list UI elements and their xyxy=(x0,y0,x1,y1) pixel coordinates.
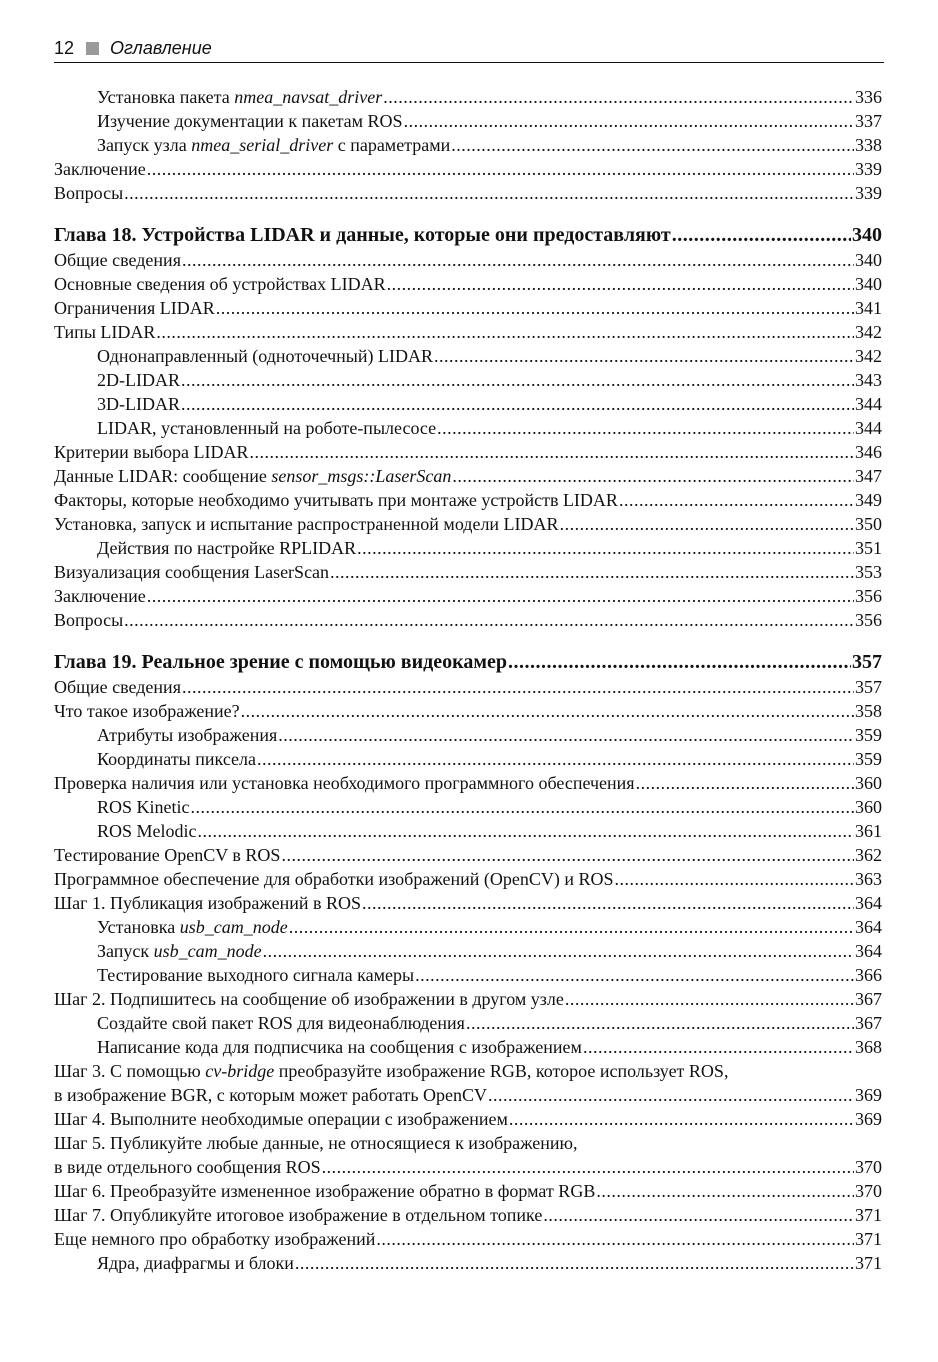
toc-entry[interactable]: Заключение ..... 339 xyxy=(54,157,882,181)
page-ref: 351 xyxy=(855,538,882,558)
page-ref: 350 xyxy=(855,514,882,534)
page-ref: 336 xyxy=(855,87,882,107)
toc-entry[interactable]: Создайте свой пакет ROS для видеонаблюдения ..... 367 xyxy=(54,1011,882,1035)
dot-leader xyxy=(278,723,854,747)
toc-entry[interactable]: Что такое изображение? ..... 358 xyxy=(54,699,882,723)
dot-leader xyxy=(565,987,854,1011)
page-ref: 349 xyxy=(855,490,882,510)
page-ref: 359 xyxy=(855,725,882,745)
toc-entry[interactable]: Вопросы ..... 339 xyxy=(54,181,882,205)
toc-entry[interactable]: Ограничения LIDAR ..... 341 xyxy=(54,296,882,320)
page-ref: 360 xyxy=(855,797,882,817)
page-ref: 360 xyxy=(855,773,882,793)
toc-entry[interactable]: Факторы, которые необходимо учитывать при монтаже устройств LIDAR ..... 349 xyxy=(54,488,882,512)
page-ref: 338 xyxy=(855,135,882,155)
page-ref: 367 xyxy=(855,1013,882,1033)
dot-leader xyxy=(415,963,854,987)
page-ref: 364 xyxy=(855,893,882,913)
page-ref: 366 xyxy=(855,965,882,985)
dot-leader xyxy=(387,272,854,296)
dot-leader xyxy=(147,157,854,181)
dot-leader xyxy=(295,1251,854,1275)
dot-leader xyxy=(181,368,854,392)
dot-leader xyxy=(191,795,855,819)
dot-leader xyxy=(383,85,854,109)
page-ref: 344 xyxy=(855,394,882,414)
toc-entry-line1[interactable]: Шаг 3. С помощью cv-bridge преобразуйте изображение RGB, которое использует ROS, xyxy=(54,1061,729,1081)
dot-leader xyxy=(250,440,855,464)
dot-leader xyxy=(376,1227,854,1251)
page-ref: 357 xyxy=(855,677,882,697)
toc-entry-line1[interactable]: Шаг 5. Публикуйте любые данные, не относящиеся к изображению, xyxy=(54,1133,578,1153)
page-ref: 343 xyxy=(855,370,882,390)
toc-entry[interactable]: Общие сведения ..... 357 xyxy=(54,675,882,699)
page-ref: 339 xyxy=(855,159,882,179)
page-ref: 369 xyxy=(855,1085,882,1105)
dot-leader xyxy=(241,699,854,723)
toc-entry[interactable]: Проверка наличия или установка необходимого программного обеспечения ..... 360 xyxy=(54,771,882,795)
dot-leader xyxy=(466,1011,854,1035)
dot-leader xyxy=(198,819,854,843)
page-ref: 347 xyxy=(855,466,882,486)
page-ref: 368 xyxy=(855,1037,882,1057)
dot-leader xyxy=(124,608,854,632)
dot-leader xyxy=(508,650,851,675)
dot-leader xyxy=(672,223,851,248)
page-ref: 337 xyxy=(855,111,882,131)
page-ref: 361 xyxy=(855,821,882,841)
toc-entry[interactable]: Координаты пиксела ..... 359 xyxy=(54,747,882,771)
toc-entry[interactable]: Установка, запуск и испытание распространенной модели LIDAR ..... 350 xyxy=(54,512,882,536)
toc-entry[interactable]: Заключение ..... 356 xyxy=(54,584,882,608)
header-title: Оглавление xyxy=(110,38,212,58)
dot-leader xyxy=(636,771,854,795)
chapter-19-heading[interactable]: Глава 19. Реальное зрение с помощью видеокамер ..... 357 xyxy=(54,650,882,675)
dot-leader xyxy=(281,843,854,867)
chapter-18-heading[interactable]: Глава 18. Устройства LIDAR и данные, которые они предоставляют ..... 340 xyxy=(54,223,882,248)
toc-entry-line2[interactable]: в изображение BGR, с которым может работать OpenCV ..... 369 xyxy=(54,1083,882,1107)
dot-leader xyxy=(434,344,854,368)
page-ref: 369 xyxy=(855,1109,882,1129)
dot-leader xyxy=(619,488,854,512)
page-number: 12 xyxy=(54,38,75,58)
dot-leader xyxy=(216,296,854,320)
dot-leader xyxy=(560,512,854,536)
page-ref: 340 xyxy=(855,250,882,270)
toc-entry[interactable]: Шаг 4. Выполните необходимые операции с изображением ..... 369 xyxy=(54,1107,882,1131)
toc-entry[interactable]: Установка пакета nmea_navsat_driver ..... 336 xyxy=(54,85,882,109)
dot-leader xyxy=(362,891,854,915)
dot-leader xyxy=(181,392,854,416)
page-ref: 364 xyxy=(855,941,882,961)
dot-leader xyxy=(509,1107,854,1131)
page-ref: 371 xyxy=(855,1253,882,1273)
page-ref: 339 xyxy=(855,183,882,203)
toc-entry[interactable]: Вопросы ..... 356 xyxy=(54,608,882,632)
dot-leader xyxy=(147,584,854,608)
dot-leader xyxy=(257,747,854,771)
toc-entry[interactable]: Основные сведения об устройствах LIDAR ..... 340 xyxy=(54,272,882,296)
toc-entry[interactable]: Типы LIDAR ..... 342 xyxy=(54,320,882,344)
toc-entry[interactable]: 3D-LIDAR ..... 344 xyxy=(54,392,882,416)
page-ref: 364 xyxy=(855,917,882,937)
toc-entry[interactable]: Атрибуты изображения ..... 359 xyxy=(54,723,882,747)
page-ref: 370 xyxy=(855,1157,882,1177)
toc-entry[interactable]: Действия по настройке RPLIDAR ..... 351 xyxy=(54,536,882,560)
toc-entry[interactable]: Шаг 6. Преобразуйте измененное изображение обратно в формат RGB ..... 370 xyxy=(54,1179,882,1203)
toc-entry[interactable]: Критерии выбора LIDAR ..... 346 xyxy=(54,440,882,464)
toc-entry[interactable]: Изучение документации к пакетам ROS ..... 337 xyxy=(54,109,882,133)
toc-entry[interactable]: ROS Kinetic ..... 360 xyxy=(54,795,882,819)
toc-entry[interactable]: Шаг 7. Опубликуйте итоговое изображение в отдельном топике ..... 371 xyxy=(54,1203,882,1227)
page-ref: 353 xyxy=(855,562,882,582)
page-ref: 342 xyxy=(855,322,882,342)
page-ref: 370 xyxy=(855,1181,882,1201)
page-ref: 356 xyxy=(855,610,882,630)
page-ref: 341 xyxy=(855,298,882,318)
page-ref: 356 xyxy=(855,586,882,606)
toc-entry[interactable]: Написание кода для подписчика на сообщения с изображением ..... 368 xyxy=(54,1035,882,1059)
dot-leader xyxy=(404,109,854,133)
toc-entry[interactable]: 2D-LIDAR ..... 343 xyxy=(54,368,882,392)
dot-leader xyxy=(182,675,854,699)
page-ref: 362 xyxy=(855,845,882,865)
toc-entry[interactable]: Еще немного про обработку изображений ..... 371 xyxy=(54,1227,882,1251)
dot-leader xyxy=(263,939,854,963)
page-ref: 358 xyxy=(855,701,882,721)
dot-leader xyxy=(437,416,854,440)
toc-entry[interactable]: Шаг 1. Публикация изображений в ROS ..... 364 xyxy=(54,891,882,915)
page-ref: 357 xyxy=(852,651,882,673)
dot-leader xyxy=(452,464,854,488)
toc-entry[interactable]: Тестирование OpenCV в ROS ..... 362 xyxy=(54,843,882,867)
dot-leader xyxy=(451,133,854,157)
dot-leader xyxy=(289,915,854,939)
page-ref: 346 xyxy=(855,442,882,462)
toc-entry[interactable]: Программное обеспечение для обработки изображений (OpenCV) и ROS ..... 363 xyxy=(54,867,882,891)
toc-entry[interactable]: Общие сведения ..... 340 xyxy=(54,248,882,272)
toc-entry[interactable]: Запуск usb_cam_node ..... 364 xyxy=(54,939,882,963)
dot-leader xyxy=(330,560,854,584)
dot-leader xyxy=(596,1179,854,1203)
dot-leader xyxy=(124,181,854,205)
page-ref: 371 xyxy=(855,1229,882,1249)
dot-leader xyxy=(488,1083,854,1107)
dot-leader xyxy=(615,867,854,891)
toc-entry[interactable]: Данные LIDAR: сообщение sensor_msgs::LaserScan ..... 347 xyxy=(54,464,882,488)
table-of-contents xyxy=(54,85,882,1275)
toc-entry-line2[interactable]: в виде отдельного сообщения ROS ..... 370 xyxy=(54,1155,882,1179)
dot-leader xyxy=(357,536,854,560)
page-ref: 344 xyxy=(855,418,882,438)
toc-entry[interactable]: Установка usb_cam_node ..... 364 xyxy=(54,915,882,939)
page-ref: 359 xyxy=(855,749,882,769)
dot-leader xyxy=(543,1203,854,1227)
header-square-icon xyxy=(86,42,99,55)
page-ref: 371 xyxy=(855,1205,882,1225)
toc-entry[interactable]: Запуск узла nmea_serial_driver с параметрами ..... 338 xyxy=(54,133,882,157)
dot-leader xyxy=(182,248,854,272)
toc-entry[interactable]: ROS Melodic ..... 361 xyxy=(54,819,882,843)
toc-entry[interactable]: Шаг 2. Подпишитесь на сообщение об изображении в другом узле ..... 367 xyxy=(54,987,882,1011)
page-ref: 340 xyxy=(855,274,882,294)
dot-leader xyxy=(156,320,854,344)
dot-leader xyxy=(583,1035,854,1059)
toc-entry[interactable]: Тестирование выходного сигнала камеры ..... 366 xyxy=(54,963,882,987)
page-ref: 363 xyxy=(855,869,882,889)
toc-entry[interactable]: LIDAR, установленный на роботе-пылесосе ..... 344 xyxy=(54,416,882,440)
page-ref: 342 xyxy=(855,346,882,366)
toc-entry[interactable]: Однонаправленный (одноточечный) LIDAR ..... 342 xyxy=(54,344,882,368)
toc-entry[interactable]: Визуализация сообщения LaserScan ..... 353 xyxy=(54,560,882,584)
dot-leader xyxy=(322,1155,854,1179)
page-ref: 367 xyxy=(855,989,882,1009)
page-ref: 340 xyxy=(852,224,882,246)
page-header xyxy=(54,34,884,63)
toc-entry[interactable]: Ядра, диафрагмы и блоки ..... 371 xyxy=(54,1251,882,1275)
